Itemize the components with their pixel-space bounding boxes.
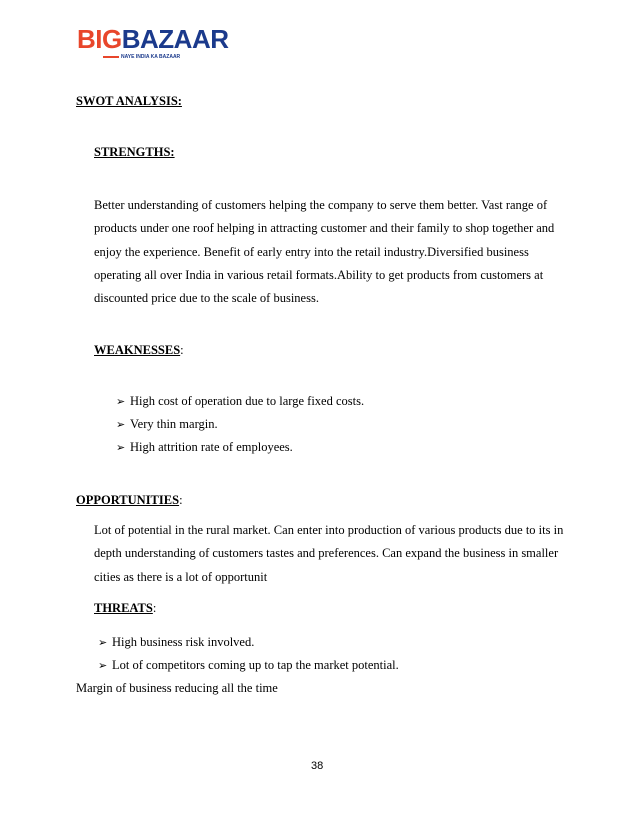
- opportunities-text: Lot of potential in the rural market. Can enter into production of various products due to its in depth understanding of customers tastes and preferences. Can expand the business in smaller cities as there is a lot of opportunit: [94, 523, 564, 584]
- list-item: ➢ Lot of competitors coming up to tap the market potential.: [98, 658, 399, 672]
- arrow-bullet-icon: ➢: [116, 419, 126, 431]
- page-number: 38: [311, 760, 324, 772]
- arrow-bullet-icon: ➢: [116, 396, 126, 408]
- arrow-bullet-icon: ➢: [98, 637, 108, 649]
- opportunities-heading: OPPORTUNITIES: [76, 493, 180, 507]
- swot-title: SWOT ANALYSIS:: [76, 94, 182, 108]
- list-item: ➢ High cost of operation due to large fixed costs.: [116, 394, 365, 408]
- strengths-text: Better understanding of customers helping the company to serve them better. Vast range of products under one roof helping in attracting customer and their family to shop together and enjoy the experience. Benefit of early entry into the retail industry.Diversified business operating all over India in various retail formats.Ability to get products from customers at discounted price due to the scale of business.: [94, 198, 555, 306]
- list-item: ➢ High business risk involved.: [98, 635, 255, 649]
- opportunities-heading-line: OPPORTUNITIES:: [76, 493, 183, 507]
- logo-underline: [103, 56, 119, 58]
- list-item: ➢ High attrition rate of employees.: [116, 440, 293, 454]
- threats-trailing-text: Margin of business reducing all the time: [76, 681, 278, 695]
- threats-heading-line: THREATS:: [94, 601, 157, 615]
- logo-tagline: NAYE INDIA KA BAZAAR: [121, 54, 181, 60]
- big-bazaar-logo: [77, 24, 229, 66]
- threats-heading: THREATS: [94, 601, 153, 615]
- logo-wordmark: BIGBAZAAR: [77, 24, 229, 54]
- weaknesses-heading: WEAKNESSES: [94, 343, 181, 357]
- strengths-heading: STRENGTHS:: [94, 145, 175, 159]
- weaknesses-heading-line: WEAKNESSES:: [94, 343, 184, 357]
- list-item: ➢ Very thin margin.: [116, 417, 218, 431]
- arrow-bullet-icon: ➢: [98, 660, 108, 672]
- arrow-bullet-icon: ➢: [116, 442, 126, 454]
